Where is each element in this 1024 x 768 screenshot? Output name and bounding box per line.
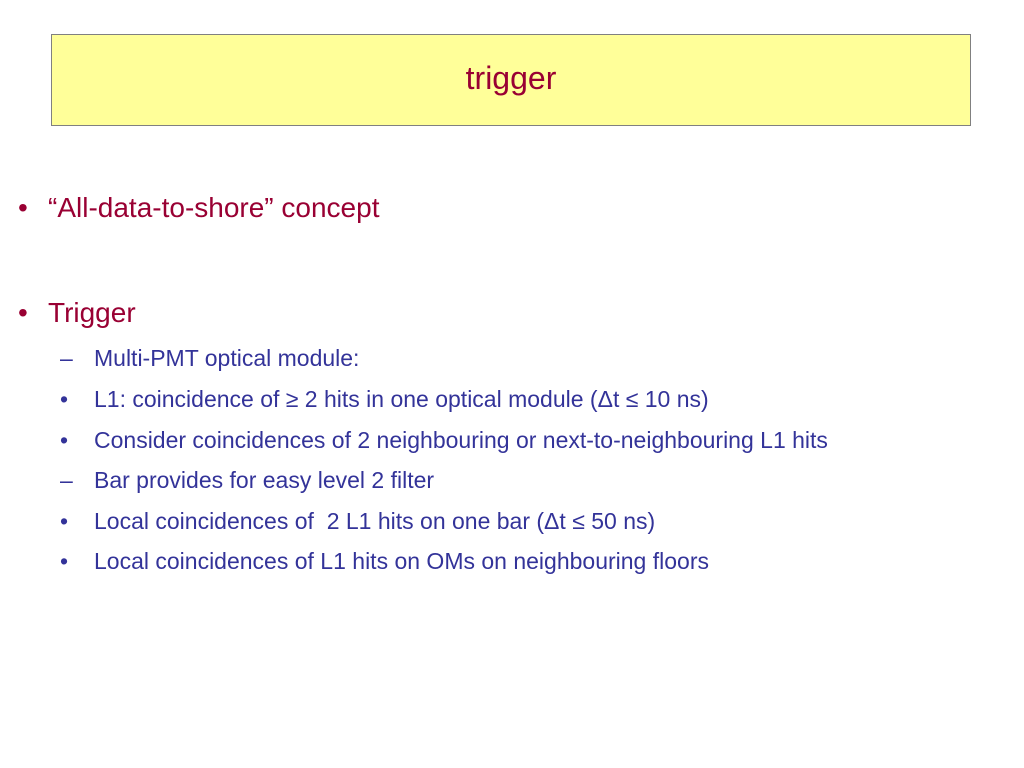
bullet-marker: • bbox=[60, 508, 69, 534]
slide-title-box bbox=[51, 34, 971, 126]
bullet-marker: • bbox=[60, 427, 69, 453]
sub-bullet-text: Multi-PMT optical module: bbox=[94, 345, 360, 371]
sub-bullet-text: Consider coincidences of 2 neighbouring or next-to-neighbouring L1 hits bbox=[94, 427, 828, 453]
slide-title: trigger bbox=[465, 60, 557, 96]
bullet-text: Trigger bbox=[48, 297, 136, 328]
bullet-marker: • bbox=[60, 386, 69, 412]
bullet-marker: • bbox=[60, 548, 69, 574]
bullet-marker: • bbox=[18, 192, 28, 223]
dash-marker: – bbox=[60, 467, 73, 493]
sub-bullet-text: Local coincidences of 2 L1 hits on one bar (Δt ≤ 50 ns) bbox=[94, 508, 656, 534]
bullet-text: “All-data-to-shore” concept bbox=[48, 192, 380, 223]
sub-bullet-text: Local coincidences of L1 hits on OMs on neighbouring floors bbox=[94, 548, 709, 574]
dash-marker: – bbox=[60, 345, 73, 371]
bullet-marker: • bbox=[18, 297, 28, 328]
sub-bullet-text: L1: coincidence of ≥ 2 hits in one optical module (Δt ≤ 10 ns) bbox=[94, 386, 709, 412]
sub-bullet-text: Bar provides for easy level 2 filter bbox=[94, 467, 435, 493]
